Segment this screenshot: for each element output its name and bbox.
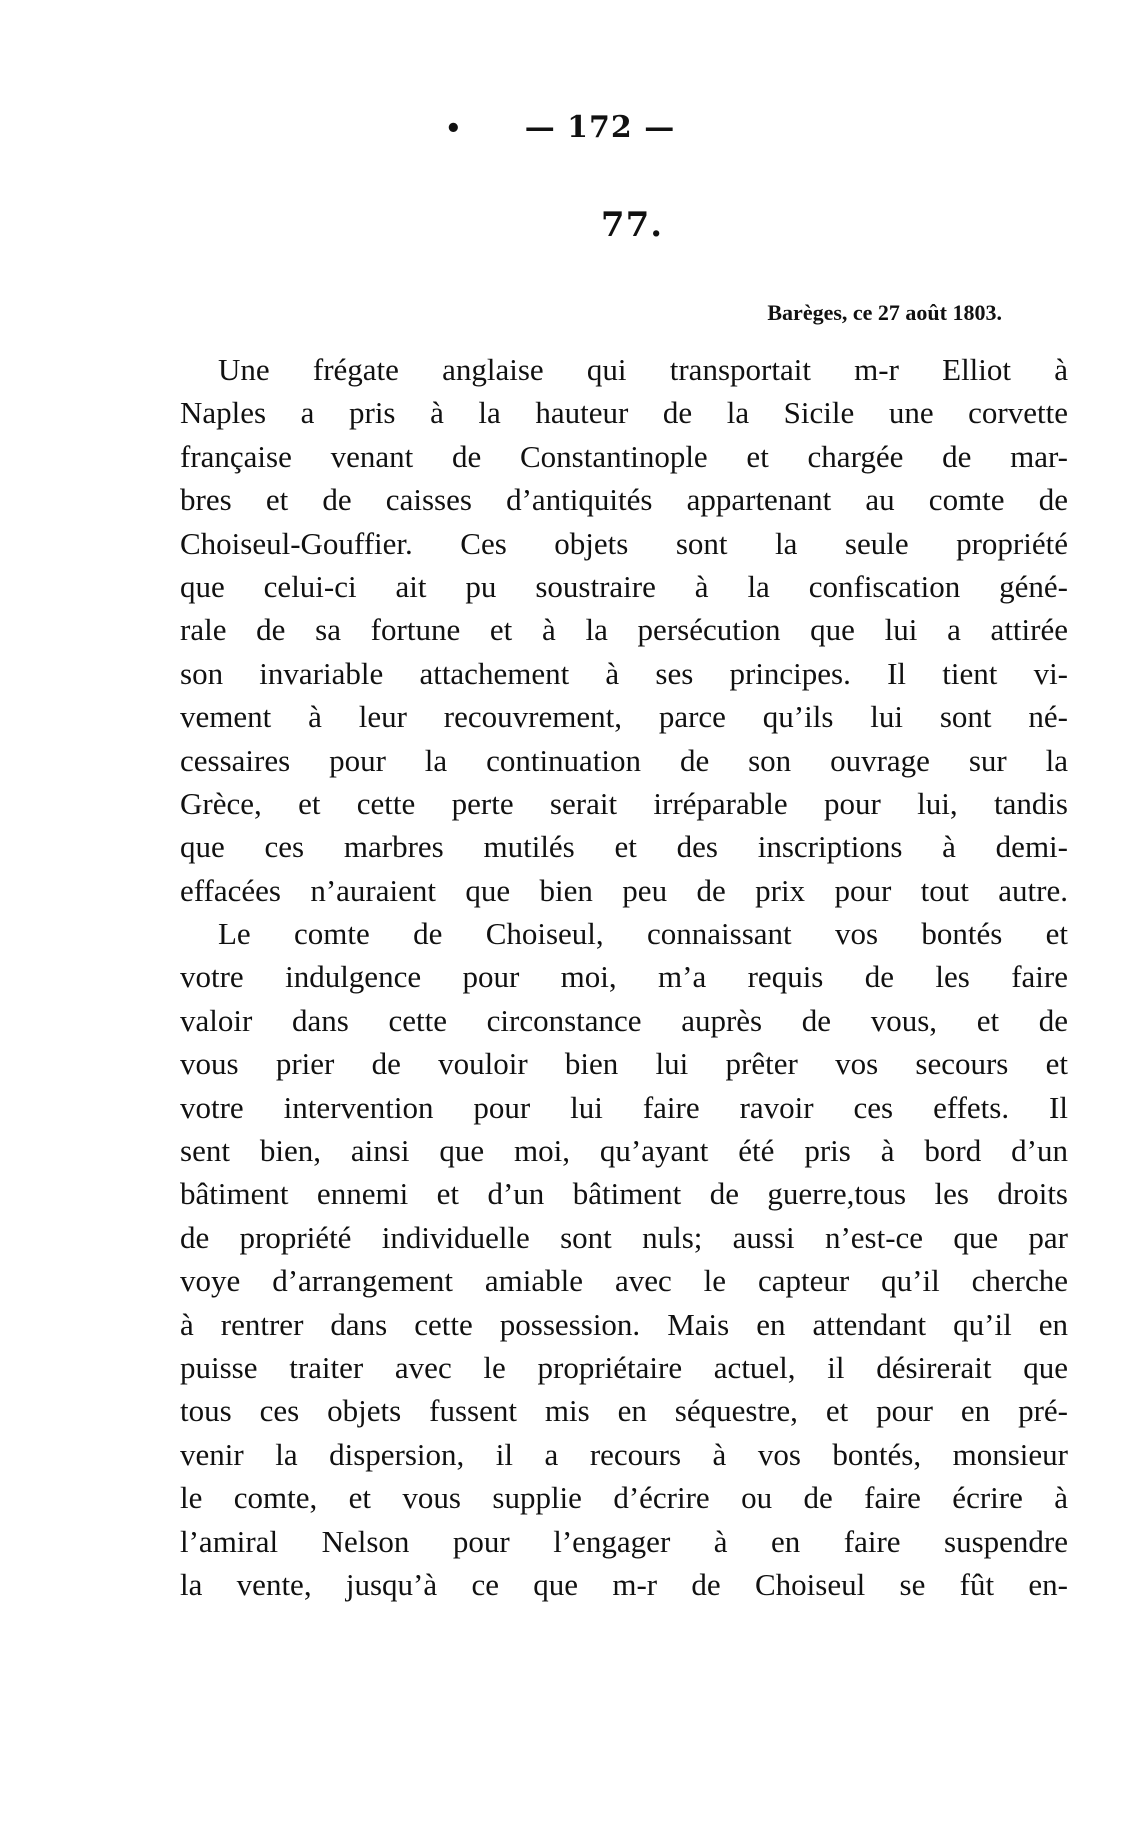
text-line: tous ces objets fussent mis en séquestre, et pour en pré- [180, 1393, 1068, 1429]
page-number: — 172 — [524, 110, 676, 145]
text-line: de propriété individuelle sont nuls; aussi n’est-ce que par [180, 1219, 1068, 1255]
text-line: Le comte de Choiseul, connaissant vos bontés et [218, 916, 1068, 952]
text-line: que celui-ci ait pu soustraire à la confiscation géné- [180, 568, 1068, 604]
text-line: française venant de Constantinople et chargée de mar- [180, 438, 1068, 474]
text-line: Une frégate anglaise qui transportait m-r Elliot à [218, 352, 1068, 387]
text-line: son invariable attachement à ses principes. Il tient vi- [180, 655, 1068, 691]
text-line: Grèce, et cette perte serait irréparable pour lui, tandis [180, 785, 1068, 821]
text-line: votre intervention pour lui faire ravoir ces effets. Il [180, 1089, 1068, 1125]
text-line: vement à leur recouvrement, parce qu’ils lui sont né- [180, 699, 1068, 735]
text-line: votre indulgence pour moi, m’a requis de les faire [180, 959, 1068, 995]
text-line: la vente, jusqu’à ce que m-r de Choiseul se fût en- [180, 1566, 1068, 1602]
text-line: l’amiral Nelson pour l’engager à en faire suspendre [180, 1523, 1068, 1559]
page-header [0, 110, 1140, 145]
text-line: rale de sa fortune et à la persécution que lui a attirée [180, 612, 1068, 648]
letter-dateline: Barèges, ce 27 août 1803. [767, 300, 1002, 325]
text-line: à rentrer dans cette possession. Mais en attendant qu’il en [180, 1306, 1068, 1342]
text-line: le comte, et vous supplie d’écrire ou de faire écrire à [180, 1480, 1068, 1516]
text-line: bâtiment ennemi et d’un bâtiment de guerre,tous les droits [180, 1176, 1068, 1212]
text-line: que ces marbres mutilés et des inscriptions à demi- [180, 829, 1068, 865]
text-line: Choiseul-Gouffier. Ces objets sont la seule propriété [180, 525, 1068, 561]
text-line: cessaires pour la continuation de son ouvrage sur la [180, 742, 1068, 778]
letter-number: 77. [600, 205, 664, 245]
text-line: bres et de caisses d’antiquités appartenant au comte de [180, 482, 1068, 518]
text-line: venir la dispersion, il a recours à vos bontés, monsieur [180, 1436, 1068, 1472]
text-line: valoir dans cette circonstance auprès de vous, et de [180, 1002, 1068, 1038]
text-line: voye d’arrangement amiable avec le capteur qu’il cherche [180, 1263, 1068, 1299]
letter-body [180, 348, 1068, 1606]
stray-bullet-mark: • [445, 114, 463, 144]
text-line: puisse traiter avec le propriétaire actuel, il désirerait que [180, 1349, 1068, 1385]
text-line: vous prier de vouloir bien lui prêter vos secours et [180, 1046, 1068, 1082]
text-line: Naples a pris à la hauteur de la Sicile une corvette [180, 395, 1068, 431]
text-line: effacées n’auraient que bien peu de prix pour tout autre. [180, 872, 1068, 908]
text-line: sent bien, ainsi que moi, qu’ayant été pris à bord d’un [180, 1133, 1068, 1169]
